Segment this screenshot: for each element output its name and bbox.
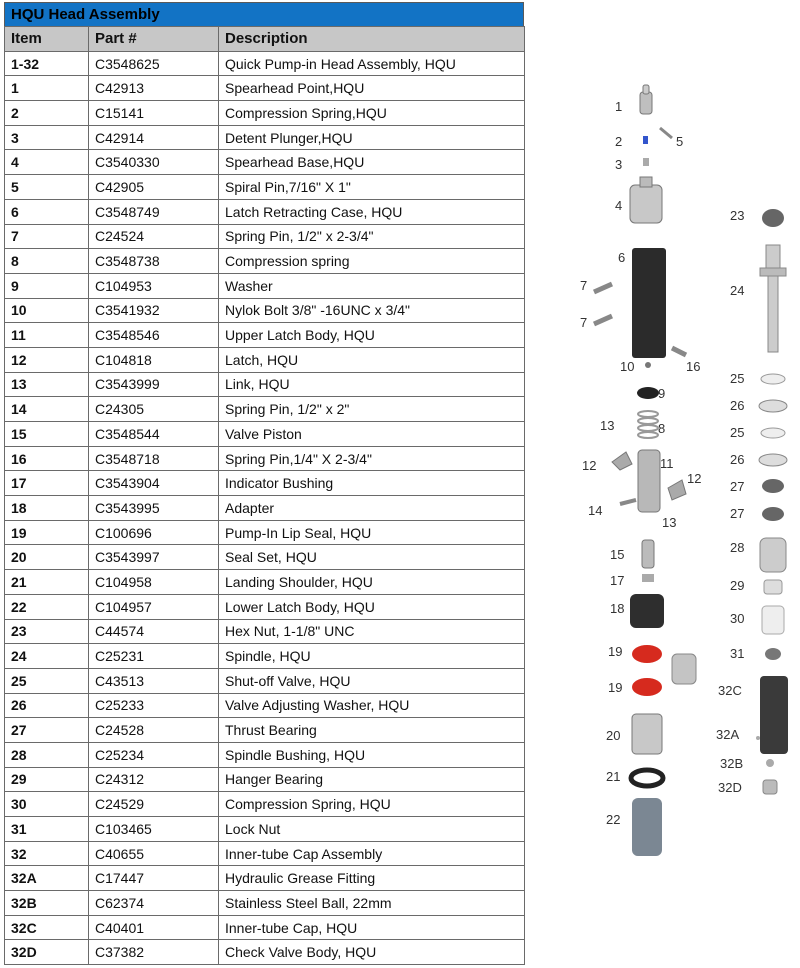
item-cell: 22 — [5, 594, 89, 619]
table-row — [5, 422, 525, 447]
description-cell: Link, HQU — [219, 372, 525, 397]
item-cell: 24 — [5, 644, 89, 669]
adjusting-washer-b — [759, 454, 787, 466]
item-cell: 20 — [5, 545, 89, 570]
spiral-pin-5 — [660, 128, 672, 138]
item-cell: 28 — [5, 742, 89, 767]
label-13b: 13 — [662, 515, 677, 530]
label-24: 24 — [730, 283, 745, 298]
lip-seal-a — [632, 645, 662, 663]
table-row — [5, 471, 525, 496]
item-cell: 23 — [5, 619, 89, 644]
item-cell: 19 — [5, 520, 89, 545]
description-cell: Valve Piston — [219, 422, 525, 447]
spring-pin-16 — [672, 348, 686, 355]
part-number-cell: C3548718 — [89, 446, 219, 471]
table-row — [5, 718, 525, 743]
item-cell: 17 — [5, 471, 89, 496]
part-number-cell: C104953 — [89, 273, 219, 298]
part-number-cell: C24305 — [89, 397, 219, 422]
label-2: 2 — [615, 134, 623, 149]
part-number-cell: C25231 — [89, 644, 219, 669]
part-number-cell: C3548544 — [89, 422, 219, 447]
spindle — [760, 245, 786, 352]
lip-seal-b — [632, 678, 662, 696]
part-number-cell: C104818 — [89, 347, 219, 372]
table-row — [5, 915, 525, 940]
part-number-cell: C15141 — [89, 101, 219, 126]
table-row — [5, 51, 525, 76]
table-title: HQU Head Assembly — [4, 2, 524, 26]
part-number-cell: C42914 — [89, 125, 219, 150]
part-number-cell: C24528 — [89, 718, 219, 743]
label-3: 3 — [615, 157, 623, 172]
label-28: 28 — [730, 540, 745, 555]
description-cell: Shut-off Valve, HQU — [219, 668, 525, 693]
part-number-cell: C25233 — [89, 693, 219, 718]
item-cell: 11 — [5, 323, 89, 348]
label-32C: 32C — [718, 683, 742, 698]
adjusting-washer-a — [759, 400, 787, 412]
part-number-cell: C62374 — [89, 891, 219, 916]
item-cell: 13 — [5, 372, 89, 397]
description-cell: Spindle, HQU — [219, 644, 525, 669]
part-number-cell: C42905 — [89, 175, 219, 200]
table-row — [5, 644, 525, 669]
item-cell: 18 — [5, 496, 89, 521]
part-number-cell: C3543999 — [89, 372, 219, 397]
description-cell: Adapter — [219, 496, 525, 521]
part-number-cell: C3548546 — [89, 323, 219, 348]
part-number-cell: C40655 — [89, 841, 219, 866]
table-row — [5, 767, 525, 792]
item-cell: 7 — [5, 224, 89, 249]
description-cell: Hydraulic Grease Fitting — [219, 866, 525, 891]
table-row — [5, 249, 525, 274]
table-row — [5, 693, 525, 718]
table-row — [5, 175, 525, 200]
table-row — [5, 347, 525, 372]
lower-latch-body — [632, 798, 662, 856]
description-cell: Check Valve Body, HQU — [219, 940, 525, 965]
label-32D: 32D — [718, 780, 742, 795]
label-19b: 19 — [608, 680, 623, 695]
label-30: 30 — [730, 611, 745, 626]
item-cell: 26 — [5, 693, 89, 718]
label-6: 6 — [618, 250, 626, 265]
table-row — [5, 866, 525, 891]
description-cell: Compression Spring, HQU — [219, 792, 525, 817]
description-cell: Inner-tube Cap Assembly — [219, 841, 525, 866]
description-cell: Spring Pin, 1/2" x 2" — [219, 397, 525, 422]
seal-set-part — [632, 714, 662, 754]
description-cell: Spring Pin, 1/2" x 2-3/4" — [219, 224, 525, 249]
description-cell: Upper Latch Body, HQU — [219, 323, 525, 348]
table-row — [5, 570, 525, 595]
part-number-cell: C24524 — [89, 224, 219, 249]
latch-right — [668, 480, 686, 500]
part-number-cell: C17447 — [89, 866, 219, 891]
item-cell: 32D — [5, 940, 89, 965]
header-part-number: Part # — [89, 27, 219, 52]
table-row — [5, 792, 525, 817]
label-23: 23 — [730, 208, 745, 223]
item-cell: 14 — [5, 397, 89, 422]
part-number-cell: C3548738 — [89, 249, 219, 274]
table-row — [5, 668, 525, 693]
item-cell: 1 — [5, 76, 89, 101]
item-cell: 10 — [5, 298, 89, 323]
item-cell: 29 — [5, 767, 89, 792]
description-cell: Thrust Bearing — [219, 718, 525, 743]
item-cell: 32A — [5, 866, 89, 891]
nylok-bolt — [645, 362, 651, 368]
hex-nut — [762, 209, 784, 227]
description-cell: Inner-tube Cap, HQU — [219, 915, 525, 940]
item-cell: 3 — [5, 125, 89, 150]
steel-ball — [766, 759, 774, 767]
table-row — [5, 273, 525, 298]
part-number-cell: C37382 — [89, 940, 219, 965]
table-row — [5, 619, 525, 644]
label-26a: 26 — [730, 398, 745, 413]
table-row — [5, 372, 525, 397]
label-32A: 32A — [716, 727, 740, 742]
thrust-bearing-b — [762, 507, 784, 521]
label-26b: 26 — [730, 452, 745, 467]
label-15: 15 — [610, 547, 625, 562]
item-cell: 31 — [5, 817, 89, 842]
seal-set — [672, 654, 696, 684]
part-number-cell: C103465 — [89, 817, 219, 842]
description-cell: Spindle Bushing, HQU — [219, 742, 525, 767]
table-row — [5, 224, 525, 249]
valve-piston — [642, 540, 654, 568]
table-row — [5, 891, 525, 916]
label-8: 8 — [658, 421, 666, 436]
header-description: Description — [219, 27, 525, 52]
spring-pin-7a — [594, 284, 612, 292]
description-cell: Pump-In Lip Seal, HQU — [219, 520, 525, 545]
description-cell: Spearhead Point,HQU — [219, 76, 525, 101]
description-cell: Spiral Pin,7/16" X 1" — [219, 175, 525, 200]
table-row — [5, 742, 525, 767]
washer — [637, 387, 659, 399]
part-number-cell: C3548749 — [89, 199, 219, 224]
label-14: 14 — [588, 503, 603, 518]
description-cell: Detent Plunger,HQU — [219, 125, 525, 150]
item-cell: 30 — [5, 792, 89, 817]
part-number-cell: C3540330 — [89, 150, 219, 175]
label-16: 16 — [686, 359, 701, 374]
label-17: 17 — [610, 573, 625, 588]
description-cell: Indicator Bushing — [219, 471, 525, 496]
item-cell: 9 — [5, 273, 89, 298]
label-21: 21 — [606, 769, 621, 784]
item-cell: 1-32 — [5, 51, 89, 76]
item-cell: 12 — [5, 347, 89, 372]
description-cell: Spearhead Base,HQU — [219, 150, 525, 175]
table-row — [5, 397, 525, 422]
label-20: 20 — [606, 728, 621, 743]
detent-plunger — [643, 158, 649, 166]
label-32B: 32B — [720, 756, 744, 771]
parts-table-panel — [4, 2, 524, 965]
description-cell: Latch, HQU — [219, 347, 525, 372]
table-row — [5, 101, 525, 126]
label-11: 11 — [660, 456, 674, 471]
spindle-bushing — [760, 538, 786, 572]
table-row — [5, 298, 525, 323]
label-4: 4 — [615, 198, 623, 213]
item-cell: 25 — [5, 668, 89, 693]
description-cell: Seal Set, HQU — [219, 545, 525, 570]
header-item: Item — [5, 27, 89, 52]
description-cell: Hanger Bearing — [219, 767, 525, 792]
item-cell: 21 — [5, 570, 89, 595]
lock-nut — [765, 648, 781, 660]
description-cell: Compression Spring,HQU — [219, 101, 525, 126]
table-row — [5, 125, 525, 150]
item-cell: 2 — [5, 101, 89, 126]
shut-off-valve-a — [761, 374, 785, 384]
label-27a: 27 — [730, 479, 745, 494]
compression-spring-8 — [638, 411, 658, 438]
label-25a: 25 — [730, 371, 745, 386]
label-19a: 19 — [608, 644, 623, 659]
description-cell: Lower Latch Body, HQU — [219, 594, 525, 619]
part-number-cell: C104958 — [89, 570, 219, 595]
exploded-parts-diagram — [560, 80, 800, 880]
item-cell: 27 — [5, 718, 89, 743]
upper-latch-body — [638, 450, 660, 512]
compression-spring-2 — [643, 136, 648, 144]
table-row — [5, 545, 525, 570]
part-number-cell: C44574 — [89, 619, 219, 644]
part-number-cell: C42913 — [89, 76, 219, 101]
description-cell: Lock Nut — [219, 817, 525, 842]
hanger-bearing — [764, 580, 782, 594]
item-cell: 32 — [5, 841, 89, 866]
check-valve-body — [763, 780, 777, 794]
shut-off-valve-b — [761, 428, 785, 438]
spring-pin-14 — [620, 500, 636, 504]
description-cell: Spring Pin,1/4" X 2-3/4" — [219, 446, 525, 471]
part-number-cell: C25234 — [89, 742, 219, 767]
spring-pin-7b — [594, 316, 612, 324]
parts-table — [4, 26, 525, 965]
label-1: 1 — [615, 99, 623, 114]
part-number-cell: C3543997 — [89, 545, 219, 570]
part-number-cell: C43513 — [89, 668, 219, 693]
description-cell: Quick Pump-in Head Assembly, HQU — [219, 51, 525, 76]
part-number-cell: C40401 — [89, 915, 219, 940]
inner-tube-cap — [760, 676, 788, 754]
description-cell: Compression spring — [219, 249, 525, 274]
table-row — [5, 496, 525, 521]
part-number-cell: C24312 — [89, 767, 219, 792]
label-22: 22 — [606, 812, 621, 827]
table-row — [5, 817, 525, 842]
table-row — [5, 150, 525, 175]
label-31: 31 — [730, 646, 745, 661]
table-row — [5, 76, 525, 101]
latch-left — [612, 452, 632, 470]
part-number-cell: C104957 — [89, 594, 219, 619]
table-row — [5, 199, 525, 224]
label-7b: 7 — [580, 315, 588, 330]
table-row — [5, 594, 525, 619]
label-10: 10 — [620, 359, 635, 374]
item-cell: 32B — [5, 891, 89, 916]
item-cell: 6 — [5, 199, 89, 224]
table-row — [5, 940, 525, 965]
description-cell: Valve Adjusting Washer, HQU — [219, 693, 525, 718]
spearhead-base — [630, 177, 662, 223]
description-cell: Hex Nut, 1-1/8" UNC — [219, 619, 525, 644]
label-27b: 27 — [730, 506, 745, 521]
part-number-cell: C100696 — [89, 520, 219, 545]
item-cell: 15 — [5, 422, 89, 447]
grease-fitting — [756, 736, 760, 740]
label-25b: 25 — [730, 425, 745, 440]
thrust-bearing-a — [762, 479, 784, 493]
item-cell: 4 — [5, 150, 89, 175]
header-row — [5, 27, 525, 52]
part-number-cell: C3543995 — [89, 496, 219, 521]
spearhead-point — [640, 85, 652, 114]
adapter — [630, 594, 664, 628]
indicator-bushing — [642, 574, 654, 582]
label-12a: 12 — [582, 458, 597, 473]
description-cell: Stainless Steel Ball, 22mm — [219, 891, 525, 916]
part-number-cell: C3543904 — [89, 471, 219, 496]
item-cell: 5 — [5, 175, 89, 200]
landing-shoulder — [631, 770, 663, 786]
item-cell: 32C — [5, 915, 89, 940]
label-13a: 13 — [600, 418, 615, 433]
compression-spring-30 — [762, 606, 784, 634]
label-5: 5 — [676, 134, 684, 149]
table-row — [5, 446, 525, 471]
part-number-cell: C3541932 — [89, 298, 219, 323]
item-cell: 16 — [5, 446, 89, 471]
description-cell: Nylok Bolt 3/8" -16UNC x 3/4" — [219, 298, 525, 323]
label-18: 18 — [610, 601, 625, 616]
description-cell: Washer — [219, 273, 525, 298]
label-12b: 12 — [687, 471, 702, 486]
label-7a: 7 — [580, 278, 588, 293]
table-row — [5, 520, 525, 545]
description-cell: Latch Retracting Case, HQU — [219, 199, 525, 224]
label-9: 9 — [658, 386, 666, 401]
description-cell: Landing Shoulder, HQU — [219, 570, 525, 595]
part-number-cell: C3548625 — [89, 51, 219, 76]
latch-retracting-case — [632, 248, 666, 358]
table-row — [5, 841, 525, 866]
table-row — [5, 323, 525, 348]
item-cell: 8 — [5, 249, 89, 274]
part-number-cell: C24529 — [89, 792, 219, 817]
label-29: 29 — [730, 578, 745, 593]
